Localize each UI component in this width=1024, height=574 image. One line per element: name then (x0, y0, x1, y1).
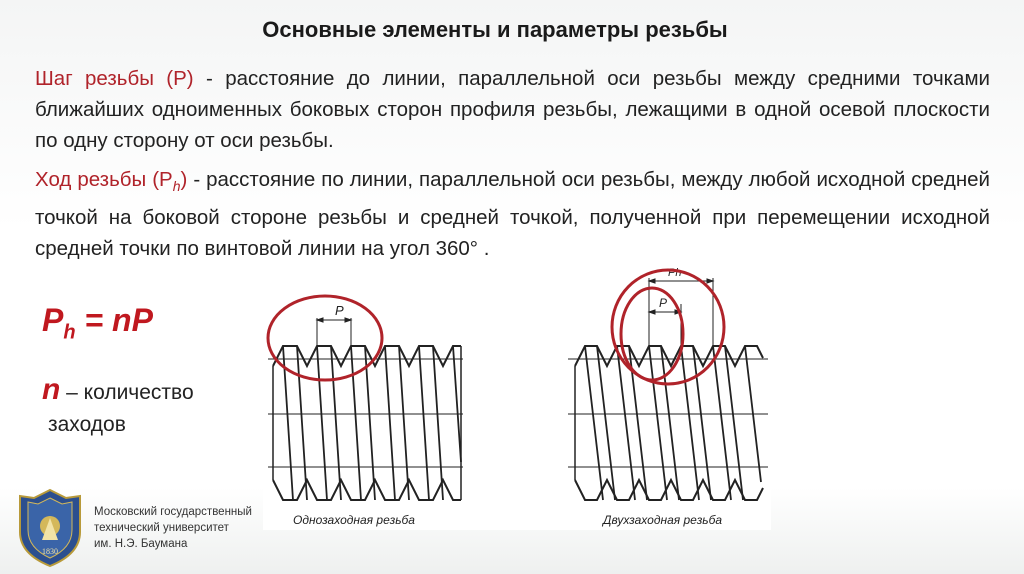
n-definition (42, 374, 194, 441)
right-lead-label: Ph (668, 267, 682, 279)
university-line2: технический университет (94, 522, 229, 534)
thread-drawings (263, 262, 771, 530)
lead-definition (35, 164, 990, 264)
formula-rhs: = nP (75, 302, 153, 338)
left-caption: Однозаходная резьба (293, 513, 415, 527)
lead-term (35, 168, 188, 195)
right-caption: Двухзаходная резьба (603, 513, 723, 527)
n-letter: n (42, 373, 61, 406)
emblem-year: 1830 (42, 547, 58, 556)
lead-definition-text: - расстояние по линии, параллельной оси резьбы, между любой исходной средней точкой на боковой стороне резьбы и средней точкой, полученной при перемещении исходной средней точки по винтовой линии на угол 360° . (35, 168, 991, 261)
formula-lhs-sub: h (63, 321, 76, 344)
n-definition-text: – количество (60, 381, 194, 404)
bottom-profile (273, 480, 461, 500)
r-top-profile (575, 346, 763, 366)
pitch-definition (35, 63, 990, 156)
right-pitch-label: P (659, 296, 668, 310)
thread-figure (263, 262, 771, 530)
n-definition-line2: заходов (48, 413, 126, 436)
lead-term-sub: h (172, 178, 181, 195)
university-line3: им. Н.Э. Баумана (94, 538, 188, 550)
lead-formula (42, 302, 153, 344)
lead-term-prefix: Ход резьбы (P (35, 168, 173, 191)
pitch-term: Шаг резьбы (P) (35, 67, 194, 90)
single-start-thread (268, 318, 463, 500)
double-start-thread (568, 278, 768, 500)
university-emblem-icon (14, 488, 86, 573)
university-name (94, 504, 264, 552)
lead-term-suffix: ) (180, 168, 188, 191)
pitch-definition-text: - расстояние до линии, параллельной оси резьбы между средними точками ближайших одноименных боковых сторон профиля резьбы, лежащими в одной осевой плоскости по одну сторону от оси резьбы. (35, 67, 990, 152)
page-title: Основные элементы и параметры резьбы (262, 17, 728, 42)
left-pitch-label: P (335, 303, 344, 318)
left-highlight-circle (268, 296, 382, 380)
formula-lhs: P (42, 302, 64, 338)
university-line1: Московский государственный (94, 506, 252, 518)
flanks (283, 346, 461, 500)
